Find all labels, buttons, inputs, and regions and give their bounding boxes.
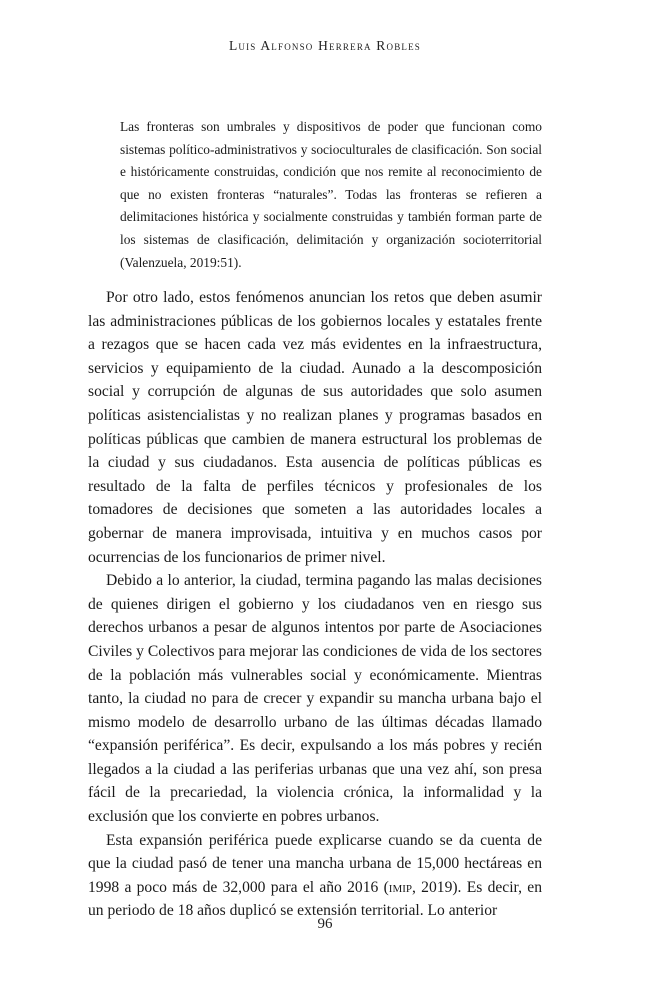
running-head-author: Luis Alfonso Herrera Robles — [228, 38, 422, 53]
paragraph-3-abbreviation: imip — [388, 878, 413, 896]
paragraph-3-text-b: , 2019). Es decir, en un periodo de 18 años duplicó se extensión territorial. Lo anterior — [88, 878, 543, 920]
paragraph-3 — [88, 829, 542, 923]
body-text — [88, 286, 542, 923]
paragraph-3-text-a: Esta expansión periférica puede explicarse cuando se da cuenta de que la ciudad pasó de tener una mancha urbana de 15,000 hectáreas en 1998 a poco más de 32,000 para el año 2016 ( — [88, 831, 542, 896]
paragraph-1: Por otro lado, estos fenómenos anuncian los retos que deben asumir las administraciones públicas de los gobiernos locales y estatales frente a rezagos que se hacen cada vez más evidentes en la infraestructura, servicios y equipamiento de la ciudad. Aunado a la descomposición social y corrupción de algunas de sus autoridades que solo asumen políticas asistencialistas y no realizan planes y programas basados en políticas públicas que cambien de manera estructural los problemas de la ciudad y sus ciudadanos. Esta ausencia de políticas públicas es resultado de la falta de perfiles técnicos y profesionales de los tomadores de decisiones que someten a las autoridades locales a gobernar de manera improvisada, intuitiva y en muchos casos por ocurrencias de los funcionarios de primer nivel. — [88, 289, 542, 566]
block-quote: Las fronteras son umbrales y dispositivos de poder que funcionan como sistemas político-administrativos y socioculturales de clasificación. Son social e históricamente construidas, condición que nos remite al reconocimiento de que no existen fronteras “naturales”. Todas las fronteras se refieren a delimitaciones histórica y socialmente construidas y también forman parte de los sistemas de clasificación, delimitación y organización socioterritorial (Valenzuela, 2019:51). — [120, 119, 542, 270]
page-number: 96 — [317, 916, 333, 932]
paragraph-2: Debido a lo anterior, la ciudad, termina pagando las malas decisiones de quienes dirigen el gobierno y los ciudadanos ven en riesgo sus derechos urbanos a pesar de algunos intentos por parte de Asociaciones Civiles y Colectivos para mejorar las condiciones de vida de los sectores de la población más vulnerables social y económicamente. Mientras tanto, la ciudad no para de crecer y expandir su mancha urbana bajo el mismo modelo de desarrollo urbano de las últimas décadas llamado “expansión periférica”. Es decir, expulsando a los más pobres y recién llegados a la ciudad a las periferias urbanas que una vez ahí, son presa fácil de la precariedad, la violencia crónica, la informalidad y la exclusión que los convierte en pobres urbanos. — [88, 572, 542, 826]
